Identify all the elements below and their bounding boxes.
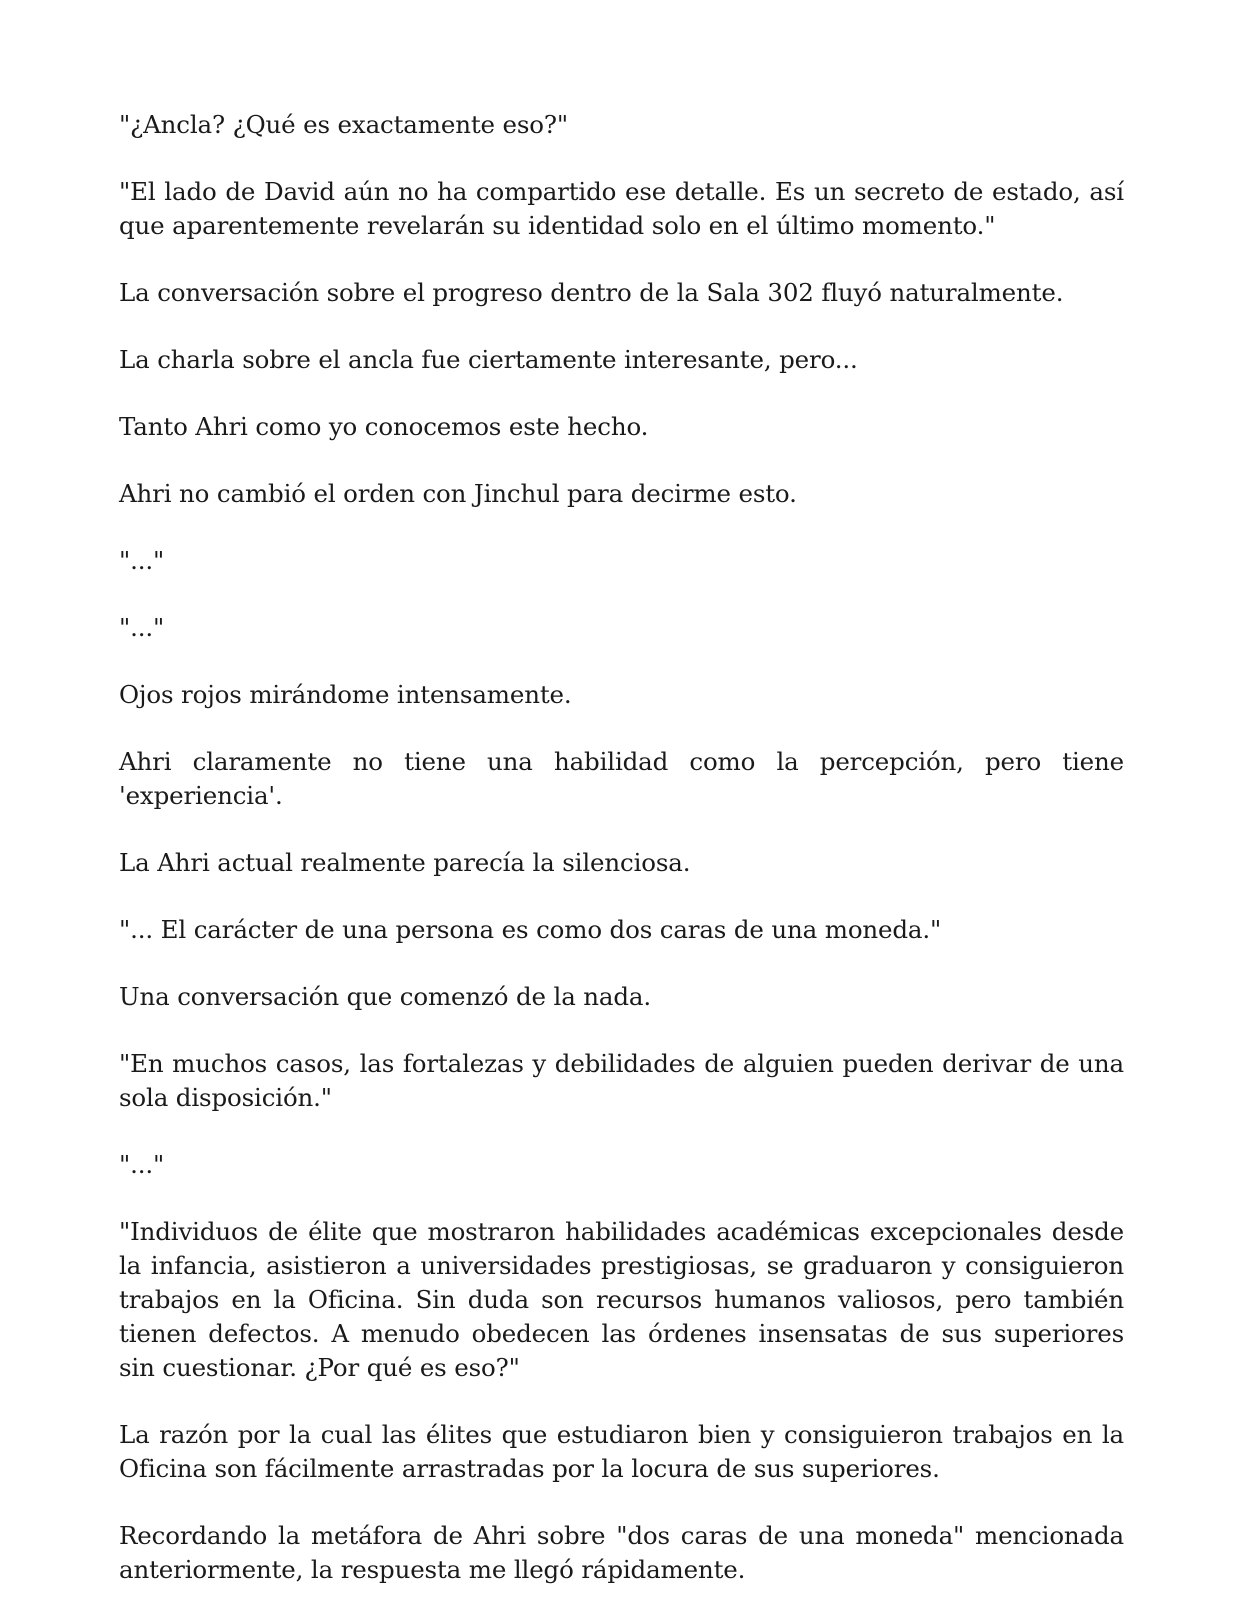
- paragraph: Ahri claramente no tiene una habilidad como la percepción, pero tiene 'experiencia'.: [119, 747, 1124, 810]
- paragraph: Tanto Ahri como yo conocemos este hecho.: [119, 412, 649, 441]
- paragraph: "...": [119, 613, 165, 642]
- paragraph: "¿Ancla? ¿Qué es exactamente eso?": [119, 110, 568, 139]
- paragraph: Ojos rojos mirándome intensamente.: [119, 680, 572, 709]
- paragraph: Ahri no cambió el orden con Jinchul para decirme esto.: [119, 479, 797, 508]
- paragraph: La conversación sobre el progreso dentro de la Sala 302 fluyó naturalmente.: [119, 278, 1064, 307]
- paragraph: Recordando la metáfora de Ahri sobre "dos caras de una moneda" mencionada anteriormente, la respuesta me llegó rápidamente.: [119, 1521, 1124, 1584]
- paragraph: Una conversación que comenzó de la nada.: [119, 982, 652, 1011]
- paragraph: "En muchos casos, las fortalezas y debilidades de alguien pueden derivar de una sola disposición.": [119, 1049, 1124, 1112]
- paragraph: "...": [119, 1150, 165, 1179]
- document-body: [119, 108, 1124, 1617]
- paragraph: La charla sobre el ancla fue ciertamente interesante, pero...: [119, 345, 858, 374]
- paragraph: "...": [119, 546, 165, 575]
- paragraph: La razón por la cual las élites que estudiaron bien y consiguieron trabajos en la Oficina son fácilmente arrastradas por la locura de sus superiores.: [119, 1420, 1124, 1483]
- paragraph: "Individuos de élite que mostraron habilidades académicas excepcionales desde la infancia, asistieron a universidades prestigiosas, se graduaron y consiguieron trabajos en la Oficina. Sin duda son recursos humanos valiosos, pero también tienen defectos. A menudo obedecen las órdenes insensatas de sus superiores sin cuestionar. ¿Por qué es eso?": [119, 1217, 1124, 1382]
- paragraph: "El lado de David aún no ha compartido ese detalle. Es un secreto de estado, así que aparentemente revelarán su identidad solo en el último momento.": [119, 177, 1124, 240]
- paragraph: "... El carácter de una persona es como dos caras de una moneda.": [119, 915, 942, 944]
- paragraph: La Ahri actual realmente parecía la silenciosa.: [119, 848, 691, 877]
